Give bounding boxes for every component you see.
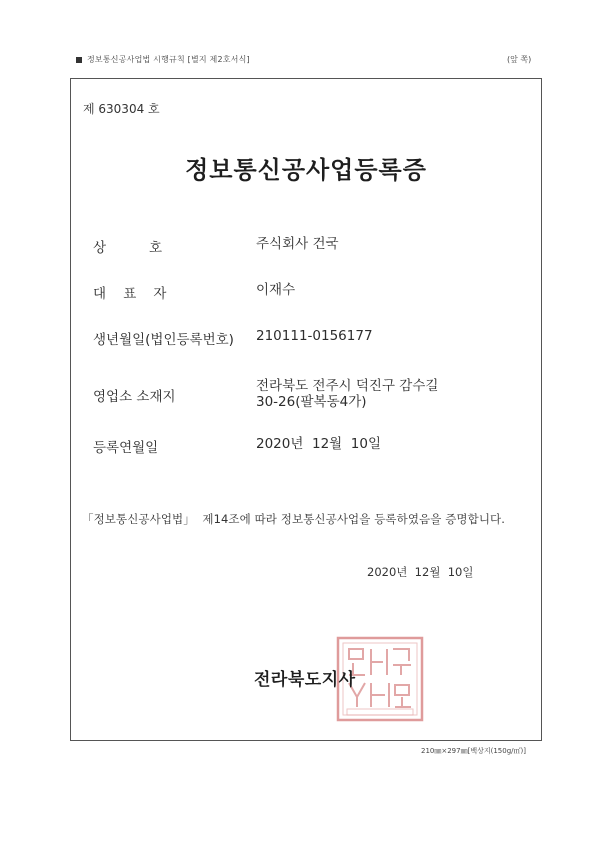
address-line-2: 30-26(팔복동4가) [256,394,367,410]
address-line-1: 전라북도 전주시 덕진구 감수길 [256,378,439,394]
field-value: 이재수 [256,282,296,298]
issue-date: 2020년 12월 10일 [367,565,474,579]
certificate-number: 제 630304 호 [83,102,160,116]
field-label: 영업소 소재지 [93,389,176,405]
field-value [256,378,438,410]
field-label: 등록연월일 [93,440,159,456]
field-label: 상 호 [93,240,162,256]
page-side-label: (앞 쪽) [507,55,532,64]
field-label: 생년월일(법인등록번호) [93,332,234,348]
paper-spec-note: 210㎜×297㎜[백상지(150g/㎡)] [421,747,526,755]
square-bullet-icon [76,57,82,63]
certification-statement: 「정보통신공사업법」 제14조에 따라 정보통신공사업을 등록하였음을 증명합니다. [82,512,506,526]
issuer-name: 전라북도지사 [254,670,356,690]
form-reference-text: 정보통신공사업법 시행규칙 [별지 제2호서식] [87,55,250,64]
field-value: 210111-0156177 [256,328,373,344]
form-reference-note [76,54,250,65]
field-value: 주식회사 건국 [256,236,339,252]
field-value: 2020년 12월 10일 [256,436,382,452]
certificate-title: 정보통신공사업등록증 [185,156,427,184]
field-label: 대 표 자 [93,286,167,302]
